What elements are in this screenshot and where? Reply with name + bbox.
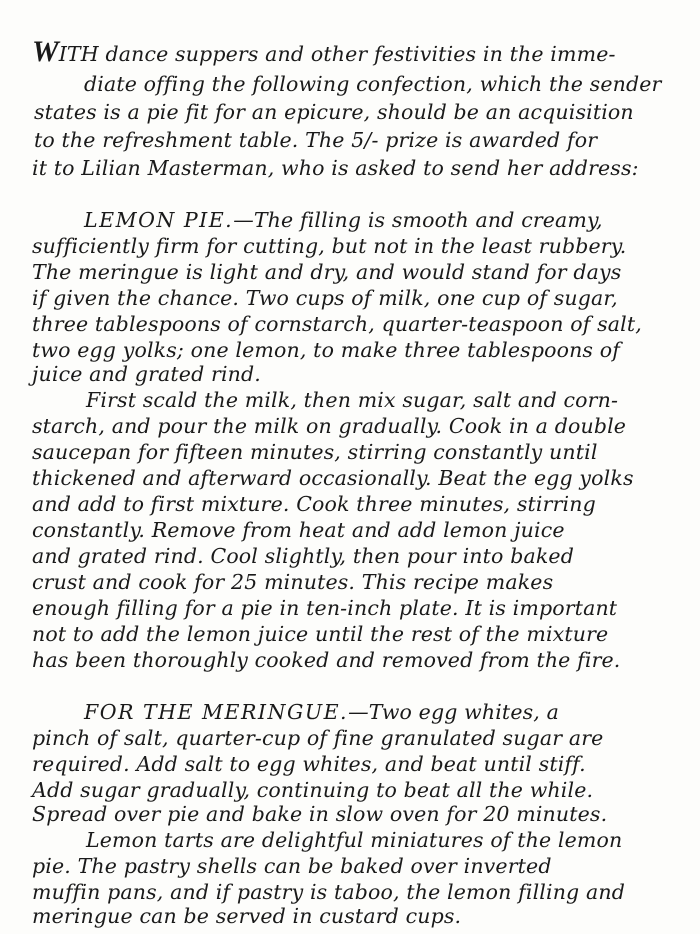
lemon-pie-line-13: constantly. Remove from heat and add lemon juice [32, 518, 565, 542]
lemon-pie-line-14: and grated rind. Cool slightly, then pour into baked [32, 544, 574, 568]
lemon-pie-line-10: saucepan for fifteen minutes, stirring constantly until [32, 440, 598, 464]
lemon-pie-line-5: three tablespoons of cornstarch, quarter-teaspoon of salt, [32, 312, 642, 336]
lemon-pie-line-17: not to add the lemon juice until the rest of the mixture [32, 622, 609, 646]
lemon-pie-line-1 [84, 208, 603, 232]
meringue-line-8: muffin pans, and if pastry is taboo, the lemon filling and [32, 880, 625, 904]
meringue-line-9: meringue can be served in custard cups. [32, 904, 462, 928]
drop-cap: W [32, 35, 59, 68]
lemon-pie-line-12: and add to first mixture. Cook three minutes, stirring [32, 492, 596, 516]
meringue-line-4: Add sugar gradually, continuing to beat all the while. [32, 778, 594, 802]
intro-line-1-text: ITH dance suppers and other festivities in the imme- [58, 42, 616, 66]
intro-line-4: to the refreshment table. The 5/- prize is awarded for [34, 128, 598, 152]
lemon-pie-line-7: juice and grated rind. [32, 362, 261, 386]
lemon-pie-line-6: two egg yolks; one lemon, to make three tablespoons of [32, 338, 620, 362]
meringue-line-1-text: —Two egg whites, a [348, 700, 559, 724]
meringue-line-2: pinch of salt, quarter-cup of fine granulated sugar are [32, 726, 604, 750]
lemon-pie-line-4: if given the chance. Two cups of milk, one cup of sugar, [32, 286, 618, 310]
meringue-line-5: Spread over pie and bake in slow oven for 20 minutes. [32, 802, 608, 826]
lemon-pie-line-2: sufficiently firm for cutting, but not in the least rubbery. [32, 234, 627, 258]
intro-line-5: it to Lilian Masterman, who is asked to send her address: [32, 156, 639, 180]
lemon-pie-line-16: enough filling for a pie in ten-inch plate. It is important [32, 596, 618, 620]
lemon-pie-line-18: has been thoroughly cooked and removed from the fire. [32, 648, 621, 672]
lemon-pie-line-3: The meringue is light and dry, and would stand for days [32, 260, 622, 284]
lemon-pie-line-9: starch, and pour the milk on gradually. Cook in a double [32, 414, 627, 438]
intro-line-1 [32, 35, 672, 68]
intro-line-3: states is a pie fit for an epicure, should be an acquisition [34, 100, 634, 124]
meringue-line-1 [84, 700, 559, 724]
lemon-pie-line-1-text: —The filling is smooth and creamy, [233, 208, 603, 232]
lemon-pie-heading: LEMON PIE. [84, 208, 234, 232]
lemon-pie-line-15: crust and cook for 25 minutes. This recipe makes [32, 570, 554, 594]
meringue-line-3: required. Add salt to egg whites, and beat until stiff. [32, 752, 586, 776]
meringue-line-6: Lemon tarts are delightful miniatures of the lemon [86, 828, 623, 852]
intro-line-2: diate offing the following confection, which the sender [84, 72, 662, 96]
meringue-line-7: pie. The pastry shells can be baked over inverted [32, 854, 552, 878]
lemon-pie-line-8: First scald the milk, then mix sugar, salt and corn- [86, 388, 619, 412]
lemon-pie-line-11: thickened and afterward occasionally. Beat the egg yolks [32, 466, 634, 490]
meringue-heading: FOR THE MERINGUE. [84, 700, 349, 724]
